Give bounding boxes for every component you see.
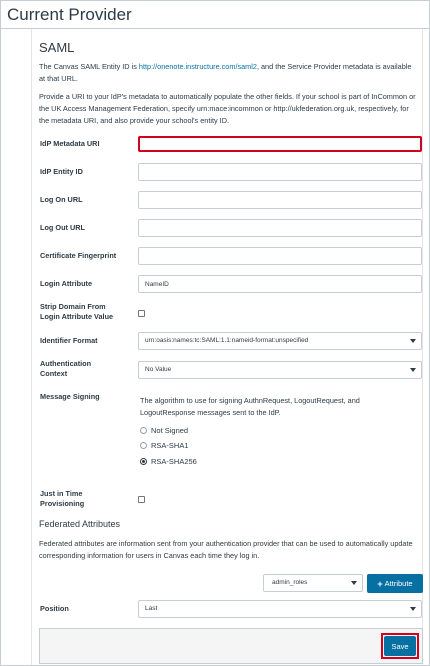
- add-attribute-label: Attribute: [384, 579, 413, 588]
- entity-id-link[interactable]: http://onenote.instructure.com/saml2: [138, 62, 257, 71]
- strip-domain-label-line1: Strip Domain From: [40, 302, 106, 311]
- authentication-context-label-line2: Context: [40, 369, 68, 378]
- jit-provisioning-label-line1: Just in Time: [40, 489, 83, 498]
- radio-button-selected[interactable]: [140, 458, 147, 465]
- idp-metadata-uri-label: IdP Metadata URI: [40, 139, 100, 148]
- strip-domain-checkbox[interactable]: [138, 310, 145, 317]
- jit-provisioning-checkbox[interactable]: [138, 496, 145, 503]
- log-out-url-input[interactable]: [138, 219, 422, 237]
- save-button[interactable]: Save: [384, 636, 416, 656]
- saml-entity-id-text: [39, 61, 417, 85]
- federated-attributes-title: Federated Attributes: [39, 519, 121, 529]
- idp-metadata-uri-input[interactable]: [138, 136, 422, 152]
- federated-attributes-help: Federated attributes are information sent from your authentication provider that can be used to automatically update corresponding information for users in Canvas each time they log in.: [39, 539, 413, 560]
- message-signing-help-line1: The algorithm to use for signing AuthnRequest, LogoutRequest, and: [140, 396, 360, 405]
- radio-label: RSA-SHA1: [151, 441, 189, 450]
- chevron-down-icon: [410, 607, 416, 611]
- jit-provisioning-label-line2: Provisioning: [40, 499, 85, 508]
- position-label: Position: [40, 604, 69, 613]
- metadata-uri-help-text: Provide a URI to your IdP's metadata to automatically populate the other fields. If your school is part of InCommon or the UK Access Management Federation, specify urn:mace:incommon or http://ukfederation.org.uk, respectively, for the metadata URI, and also provide your school's entity ID.: [39, 92, 416, 125]
- chevron-down-icon: [351, 581, 357, 585]
- plus-icon: +: [377, 578, 383, 589]
- form-footer: [39, 628, 423, 664]
- position-value: Last: [145, 605, 158, 612]
- position-select[interactable]: [138, 600, 422, 618]
- certificate-fingerprint-label: Certificate Fingerprint: [40, 251, 117, 260]
- radio-button[interactable]: [140, 442, 147, 449]
- identifier-format-value: urn:oasis:names:tc:SAML:1.1:nameid-format:unspecified: [145, 337, 309, 344]
- message-signing-help: [140, 395, 420, 419]
- identifier-format-select[interactable]: [138, 332, 422, 350]
- idp-entity-id-label: IdP Entity ID: [40, 167, 83, 176]
- message-signing-label: Message Signing: [40, 392, 100, 401]
- message-signing-help-line2: LogoutResponse messages sent to the IdP.: [140, 408, 281, 417]
- radio-label: Not Signed: [151, 426, 189, 435]
- login-attribute-label: Login Attribute: [40, 279, 93, 288]
- identifier-format-label: Identifier Format: [40, 336, 98, 345]
- federated-attribute-select[interactable]: [263, 574, 363, 592]
- authentication-context-select[interactable]: [138, 361, 422, 379]
- strip-domain-label: [40, 302, 135, 322]
- authentication-context-value: No Value: [145, 366, 172, 373]
- chevron-down-icon: [410, 368, 416, 372]
- chevron-down-icon: [410, 339, 416, 343]
- page-title: Current Provider: [7, 5, 132, 24]
- saml-section-title: SAML: [39, 40, 75, 55]
- add-attribute-button[interactable]: [367, 574, 423, 593]
- idp-entity-id-input[interactable]: [138, 163, 422, 181]
- radio-label: RSA-SHA256: [151, 457, 197, 466]
- authentication-context-label: [40, 359, 135, 379]
- jit-provisioning-label: [40, 489, 135, 509]
- strip-domain-label-line2: Login Attribute Value: [40, 312, 114, 321]
- login-attribute-input[interactable]: [138, 275, 422, 293]
- intro-text-1: The Canvas SAML Entity ID is: [39, 62, 139, 71]
- certificate-fingerprint-input[interactable]: [138, 247, 422, 265]
- log-on-url-label: Log On URL: [40, 195, 83, 204]
- federated-attribute-value: admin_roles: [272, 579, 308, 586]
- log-out-url-label: Log Out URL: [40, 223, 85, 232]
- intro-text-2: , and the Service Provider metadata is available at that URL.: [39, 62, 412, 83]
- authentication-context-label-line1: Authentication: [40, 359, 92, 368]
- radio-button[interactable]: [140, 427, 147, 434]
- log-on-url-input[interactable]: [138, 191, 422, 209]
